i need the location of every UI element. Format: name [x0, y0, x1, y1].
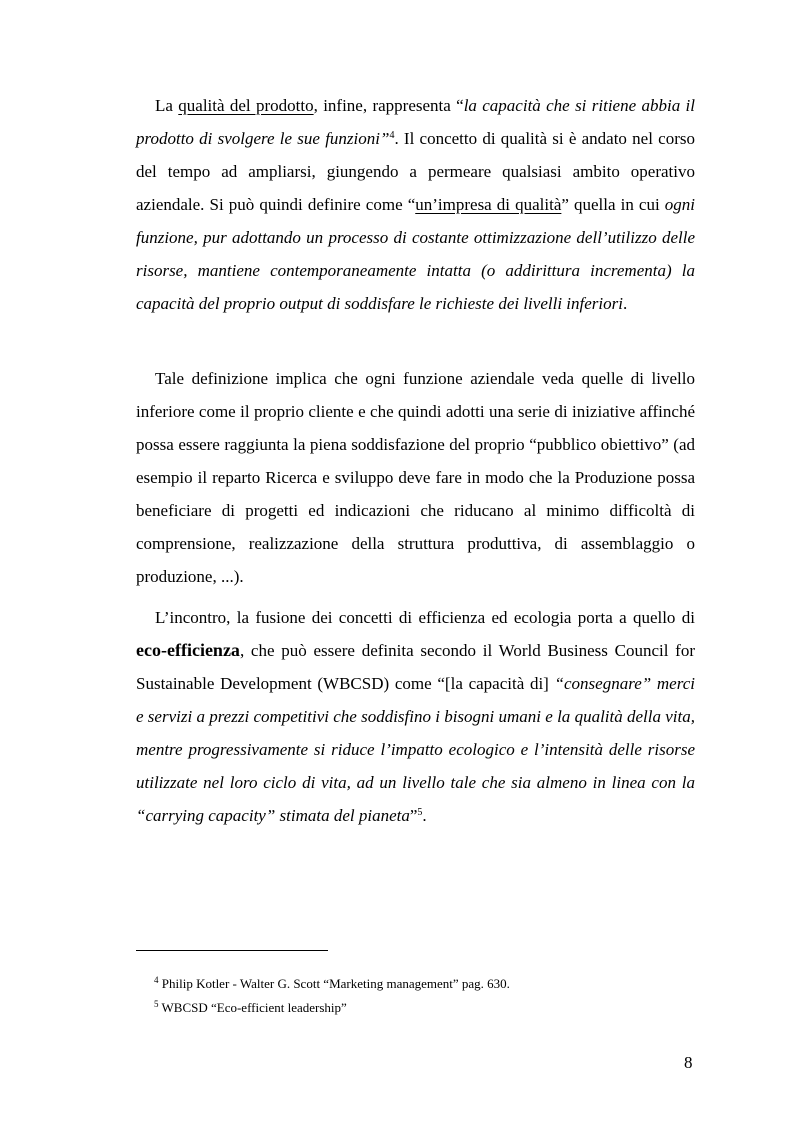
italic-definition: ogni funzione, pur adottando un processo di costante ottimizzazione dell’utilizzo delle risorse, mantiene contemporaneamente intatta (o addirittura incrementa) la capacità del proprio output di soddisfare le richieste dei livelli inferiori	[136, 195, 695, 313]
text-run: , infine, rappresenta “	[313, 96, 464, 115]
italic-quote-wbcsd: “consegnare” merci e servizi a prezzi competitivi che soddisfino i bisogni umani e la qualità della vita, mentre progressivamente si riduce l’impatto ecologico e l’intensità delle risorse utilizzate nel loro ciclo di vita, ad un livello tale che sia almeno in linea con la “carrying capacity” stimata del pianeta	[136, 674, 695, 825]
footnote-separator	[136, 950, 328, 951]
paragraph-quality	[136, 89, 695, 320]
footnote-number: 4	[154, 975, 159, 985]
page-number: 8	[684, 1053, 693, 1072]
text-run: .	[422, 806, 427, 825]
footnote-text: WBCSD “Eco-efficient leadership”	[161, 1000, 347, 1015]
footnote-ref-4: 4	[389, 130, 395, 141]
paragraph-eco-efficiency	[136, 601, 695, 832]
paragraph-definition-implications	[136, 362, 695, 593]
text-run: , che può essere definita secondo il World Business Council for Sustainable Development (WBCSD) come “[la capacità di]	[136, 641, 695, 693]
text-run: ” quella in cui	[561, 195, 665, 214]
text-run: ”	[409, 806, 418, 825]
footnote-ref-5: 5	[417, 807, 423, 818]
footnote-text: Philip Kotler - Walter G. Scott “Marketing management” pag. 630.	[161, 976, 510, 991]
paragraph-text: Tale definizione implica che ogni funzione aziendale veda quelle di livello inferiore come il proprio cliente e che quindi adotti una serie di iniziative affinché possa essere raggiunta la piena soddisfazione del proprio “pubblico obiettivo” (ad esempio il reparto Ricerca e sviluppo deve fare in modo che la Produzione possa beneficiare di progetti ed indicazioni che riducano al minimo difficoltà di comprensione, realizzazione della struttura produttiva, di assemblaggio o produzione, ...).	[136, 369, 695, 586]
italic-quote-definition: la capacità che si ritiene abbia il prodotto di svolgere le sue funzioni”	[136, 96, 695, 148]
footnote-5	[154, 996, 694, 1020]
bold-term-eco-efficiency: eco-efficienza	[136, 640, 240, 660]
text-run: . Il concetto di qualità si è andato nel corso del tempo ad ampliarsi, giungendo a permeare qualsiasi ambito operativo aziendale. Si può quindi definire come “	[136, 129, 695, 214]
footnote-4	[154, 972, 694, 996]
footnote-number: 5	[154, 999, 159, 1009]
underlined-term-product-quality: qualità del prodotto	[178, 96, 314, 115]
text-run: L’incontro, la fusione dei concetti di efficienza ed ecologia porta a quello di	[155, 608, 695, 627]
footnotes	[154, 972, 694, 1020]
text-run: .	[622, 294, 628, 313]
text-run: La	[155, 96, 179, 115]
underlined-term-quality-company: un’impresa di qualità	[415, 195, 562, 214]
